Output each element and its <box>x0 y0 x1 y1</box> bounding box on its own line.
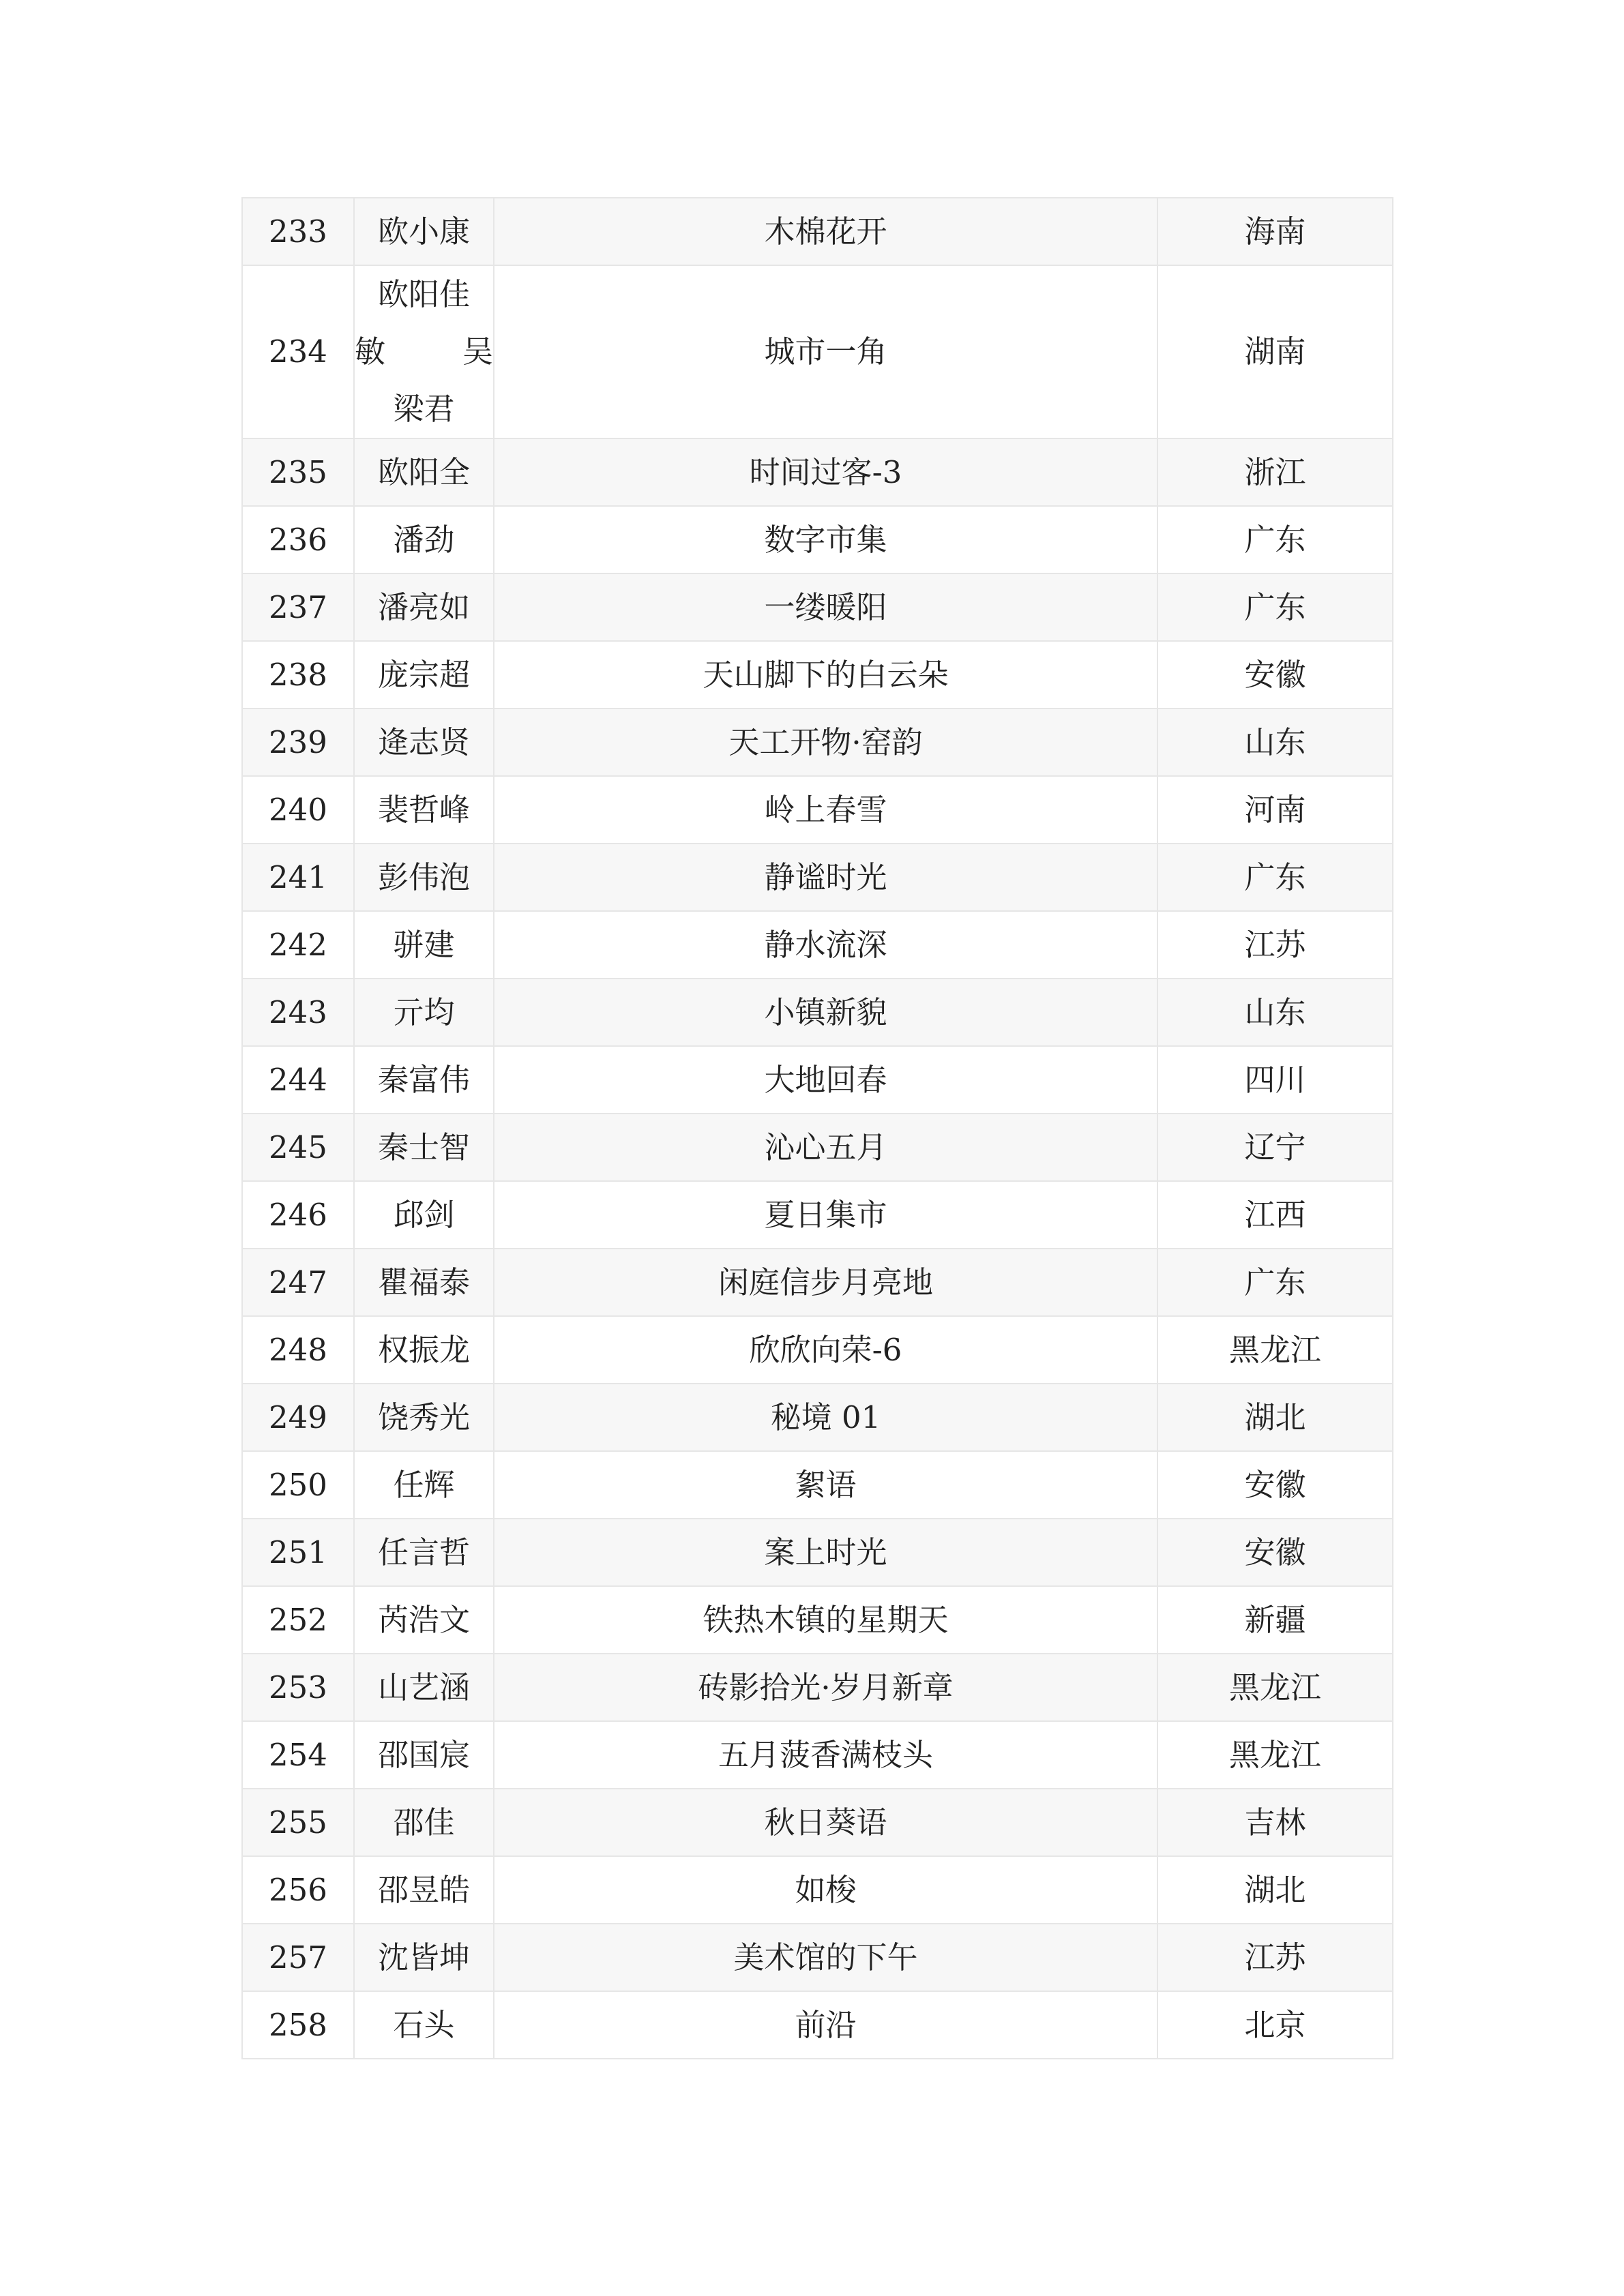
entry-number: 233 <box>242 198 354 265</box>
entry-author: 任辉 <box>354 1451 494 1519</box>
entry-author: 邱剑 <box>354 1181 494 1249</box>
entry-author: 欧小康 <box>354 198 494 265</box>
table-row <box>242 776 1393 844</box>
entry-author: 权振龙 <box>354 1316 494 1384</box>
entry-title: 天工开物·窑韵 <box>494 709 1157 776</box>
entry-title: 絮语 <box>494 1451 1157 1519</box>
entry-region: 广东 <box>1157 506 1393 573</box>
entry-region: 四川 <box>1157 1046 1393 1114</box>
entry-title: 静谧时光 <box>494 844 1157 911</box>
entry-region: 安徽 <box>1157 641 1393 709</box>
entry-region: 安徽 <box>1157 1519 1393 1586</box>
entry-region: 山东 <box>1157 979 1393 1046</box>
entry-number: 241 <box>242 844 354 911</box>
entry-title: 前沿 <box>494 1991 1157 2059</box>
entry-number: 252 <box>242 1586 354 1654</box>
table-row <box>242 1384 1393 1451</box>
entry-title: 铁热木镇的星期天 <box>494 1586 1157 1654</box>
table-row <box>242 911 1393 979</box>
table-row <box>242 506 1393 573</box>
entry-number: 257 <box>242 1924 354 1991</box>
entry-title: 静水流深 <box>494 911 1157 979</box>
table-row <box>242 1046 1393 1114</box>
table-row <box>242 198 1393 265</box>
table-row <box>242 573 1393 641</box>
table-row <box>242 844 1393 911</box>
table-row <box>242 1924 1393 1991</box>
entry-title: 秋日葵语 <box>494 1789 1157 1856</box>
entry-region: 辽宁 <box>1157 1114 1393 1181</box>
entry-author: 饶秀光 <box>354 1384 494 1451</box>
entry-region: 黑龙江 <box>1157 1316 1393 1384</box>
entry-title: 案上时光 <box>494 1519 1157 1586</box>
entry-region: 湖北 <box>1157 1384 1393 1451</box>
entry-region: 黑龙江 <box>1157 1654 1393 1721</box>
entry-author: 秦士智 <box>354 1114 494 1181</box>
entry-title: 天山脚下的白云朵 <box>494 641 1157 709</box>
entry-number: 248 <box>242 1316 354 1384</box>
entry-author: 逄志贤 <box>354 709 494 776</box>
entry-region: 浙江 <box>1157 438 1393 506</box>
entry-region: 湖南 <box>1157 265 1393 438</box>
entry-author: 山艺涵 <box>354 1654 494 1721</box>
table-row <box>242 265 1393 438</box>
entry-author: 邵佳 <box>354 1789 494 1856</box>
table-row <box>242 1991 1393 2059</box>
entry-number: 243 <box>242 979 354 1046</box>
entry-title: 砖影拾光·岁月新章 <box>494 1654 1157 1721</box>
entry-number: 254 <box>242 1721 354 1789</box>
entry-region: 江苏 <box>1157 1924 1393 1991</box>
entry-title: 岭上春雪 <box>494 776 1157 844</box>
table-row <box>242 979 1393 1046</box>
entry-author: 芮浩文 <box>354 1586 494 1654</box>
entry-region: 河南 <box>1157 776 1393 844</box>
entry-number: 256 <box>242 1856 354 1924</box>
entry-title: 如梭 <box>494 1856 1157 1924</box>
entry-author: 裴哲峰 <box>354 776 494 844</box>
entry-author: 沈皆坤 <box>354 1924 494 1991</box>
entry-number: 237 <box>242 573 354 641</box>
entries-table-body <box>242 198 1393 2059</box>
entry-number: 239 <box>242 709 354 776</box>
entry-number: 238 <box>242 641 354 709</box>
entry-number: 250 <box>242 1451 354 1519</box>
entry-region: 黑龙江 <box>1157 1721 1393 1789</box>
entry-region: 广东 <box>1157 573 1393 641</box>
entry-author: 彭伟泡 <box>354 844 494 911</box>
entry-region: 江西 <box>1157 1181 1393 1249</box>
table-row <box>242 1586 1393 1654</box>
entry-number: 244 <box>242 1046 354 1114</box>
entry-region: 广东 <box>1157 844 1393 911</box>
entry-region: 江苏 <box>1157 911 1393 979</box>
entry-author-fragment: 吴 <box>462 333 493 370</box>
entry-author: 邵国宸 <box>354 1721 494 1789</box>
entry-author: 潘亮如 <box>354 573 494 641</box>
entry-title: 小镇新貌 <box>494 979 1157 1046</box>
entry-region: 安徽 <box>1157 1451 1393 1519</box>
entry-region: 北京 <box>1157 1991 1393 2059</box>
table-row <box>242 1721 1393 1789</box>
entry-number: 246 <box>242 1181 354 1249</box>
entry-region: 广东 <box>1157 1249 1393 1316</box>
table-row <box>242 1789 1393 1856</box>
entry-author: 亓均 <box>354 979 494 1046</box>
entry-title: 美术馆的下午 <box>494 1924 1157 1991</box>
entry-title: 沁心五月 <box>494 1114 1157 1181</box>
entry-region: 吉林 <box>1157 1789 1393 1856</box>
entry-number: 253 <box>242 1654 354 1721</box>
entry-author-line: 梁君 <box>393 391 455 427</box>
entry-title: 大地回春 <box>494 1046 1157 1114</box>
entry-number: 251 <box>242 1519 354 1586</box>
entry-number: 255 <box>242 1789 354 1856</box>
entry-author: 骈建 <box>354 911 494 979</box>
table-row <box>242 1451 1393 1519</box>
table-row <box>242 1316 1393 1384</box>
entry-author: 任言哲 <box>354 1519 494 1586</box>
entry-number: 242 <box>242 911 354 979</box>
entry-number: 245 <box>242 1114 354 1181</box>
entry-title: 数字市集 <box>494 506 1157 573</box>
table-row <box>242 1181 1393 1249</box>
entry-number: 240 <box>242 776 354 844</box>
entry-author <box>354 265 494 438</box>
entry-number: 235 <box>242 438 354 506</box>
entry-region: 新疆 <box>1157 1586 1393 1654</box>
entry-title: 木棉花开 <box>494 198 1157 265</box>
entry-author: 石头 <box>354 1991 494 2059</box>
entry-title: 欣欣向荣-6 <box>494 1316 1157 1384</box>
entry-author-line: 欧阳佳 <box>377 276 470 312</box>
entry-number: 247 <box>242 1249 354 1316</box>
table-row <box>242 641 1393 709</box>
entry-number: 234 <box>242 265 354 438</box>
table-row <box>242 1856 1393 1924</box>
entry-author-fragment: 敏 <box>355 333 386 370</box>
entry-number: 236 <box>242 506 354 573</box>
entry-region: 山东 <box>1157 709 1393 776</box>
entry-title: 时间过客-3 <box>494 438 1157 506</box>
table-row <box>242 1114 1393 1181</box>
table-row <box>242 438 1393 506</box>
table-row <box>242 709 1393 776</box>
entry-author-line <box>355 323 493 381</box>
entries-table <box>241 197 1393 2059</box>
entry-title: 秘境 01 <box>494 1384 1157 1451</box>
entry-title: 城市一角 <box>494 265 1157 438</box>
entry-author: 邵昱皓 <box>354 1856 494 1924</box>
table-row <box>242 1249 1393 1316</box>
entry-author: 欧阳全 <box>354 438 494 506</box>
table-row <box>242 1654 1393 1721</box>
entry-title: 夏日集市 <box>494 1181 1157 1249</box>
entry-title: 闲庭信步月亮地 <box>494 1249 1157 1316</box>
entry-author: 潘劲 <box>354 506 494 573</box>
entry-number: 249 <box>242 1384 354 1451</box>
entry-region: 海南 <box>1157 198 1393 265</box>
entry-author: 秦富伟 <box>354 1046 494 1114</box>
entry-title: 一缕暖阳 <box>494 573 1157 641</box>
entry-author: 瞿福泰 <box>354 1249 494 1316</box>
entry-title: 五月菠香满枝头 <box>494 1721 1157 1789</box>
entry-author: 庞宗超 <box>354 641 494 709</box>
table-row <box>242 1519 1393 1586</box>
entry-number: 258 <box>242 1991 354 2059</box>
entry-region: 湖北 <box>1157 1856 1393 1924</box>
